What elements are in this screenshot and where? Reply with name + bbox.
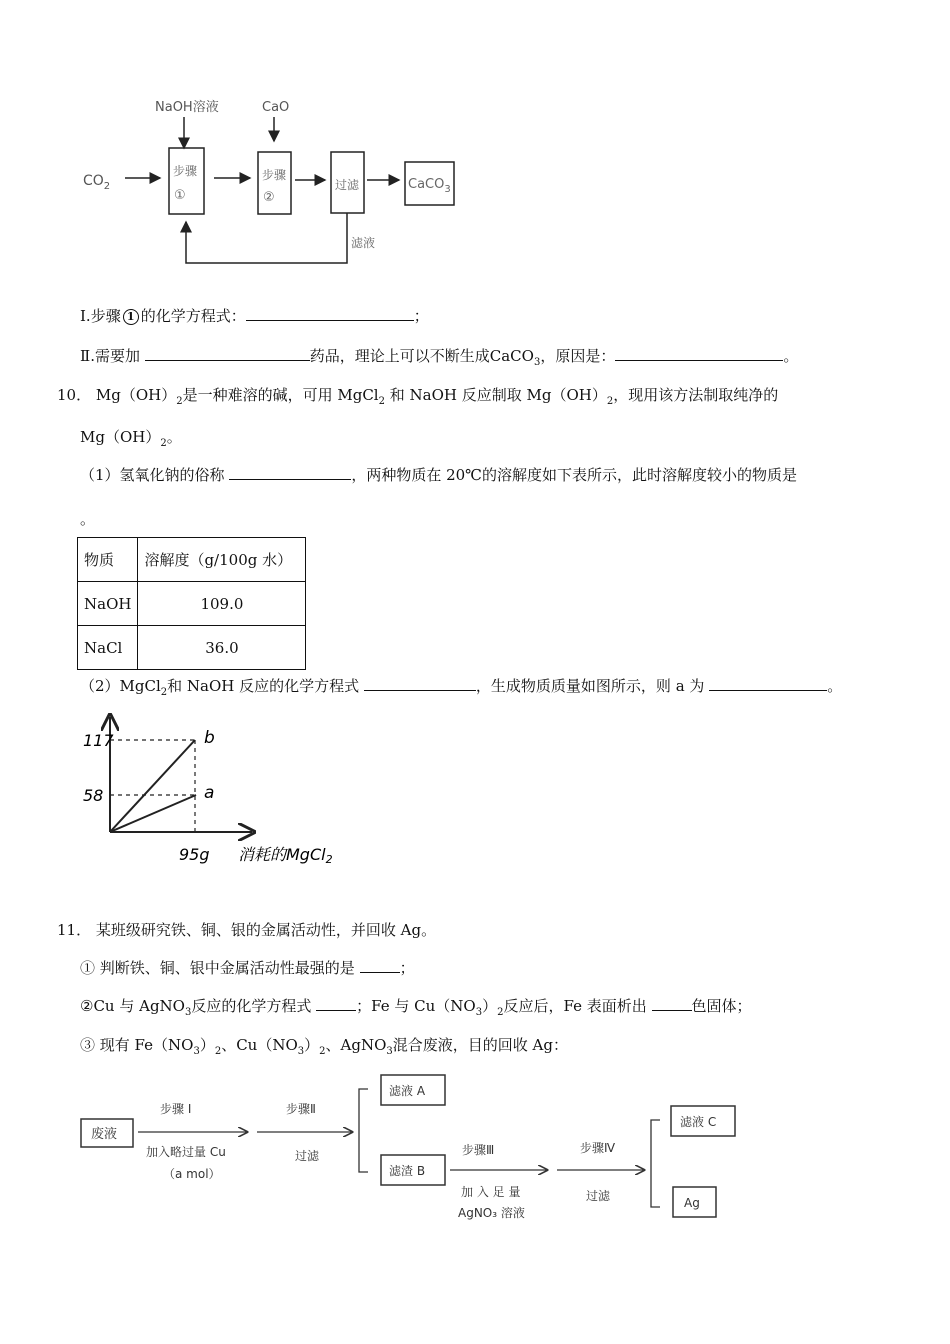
label-b: b <box>204 728 215 748</box>
naoh-label: NaOH溶液 <box>155 100 219 115</box>
step3-reagent-2: AgNO₃ 溶液 <box>458 1206 525 1220</box>
q9-line-1: Ⅰ.步骤 1 的化学方程式： ； <box>80 307 429 325</box>
co2-label: $CO_2$ <box>83 173 111 192</box>
step1-num: ① <box>174 188 186 203</box>
x-tick-95g: 95g <box>179 845 210 864</box>
table-cell: NaCl <box>78 626 138 670</box>
q10-line-2: $Mg(OH)_2$。 <box>80 428 182 449</box>
y-tick-58: 58 <box>83 786 104 805</box>
table-header: 溶解度（g/100g 水） <box>138 538 306 582</box>
step4-op: 过滤 <box>586 1189 611 1203</box>
q10-part-2: （2）MgCl$_2$和 NaOH 反应的化学方程式 ，生成物质质量如图所示，则 a 为 。 <box>80 677 843 698</box>
bracket-split-2 <box>651 1120 660 1207</box>
caco3-label: CaCO$_3$ <box>408 177 451 195</box>
q9-line-2: Ⅱ.需要加 药品，理论上可以不断生成CaCO$_3$，原因是： 。 <box>80 347 799 368</box>
step1-text: 步骤 <box>173 164 198 178</box>
residue-b-label: 滤渣 B <box>389 1164 426 1178</box>
question-number: 10． <box>57 386 92 404</box>
q10-part-1: （1）氢氧化钠的俗称 ，两种物质在 20℃的溶解度如下表所示，此时溶解度较小的物质是 <box>80 466 797 484</box>
q11-sub-3: ③ 现有 $Fe(NO_3)_2$、$Cu(NO_3)_2$、AgNO$_3$混合废液，目的回收 Ag： <box>80 1036 568 1057</box>
circled-one: 1 <box>123 309 139 325</box>
q11-sub-1: ① 判断铁、铜、银中金属活动性最强的是 ； <box>80 959 415 977</box>
q11-sub-2: ②Cu 与 AgNO$_3$反应的化学方程式 ；Fe 与 $Cu(NO_3)_2$反应后，Fe 表面析出 色固体； <box>80 997 752 1018</box>
q10-part-1-end: 。 <box>80 510 96 528</box>
y-tick-117: 117 <box>83 731 114 750</box>
step4-label: 步骤Ⅳ <box>580 1141 616 1155</box>
step3-label: 步骤Ⅲ <box>462 1143 495 1157</box>
step1-label: 步骤 I <box>160 1102 192 1116</box>
step1-reagent: 加入略过量 Cu <box>146 1145 226 1159</box>
table-header: 物质 <box>78 538 138 582</box>
bracket-split-1 <box>359 1089 368 1172</box>
waste-label: 废液 <box>91 1127 118 1142</box>
table-cell: NaOH <box>78 582 138 626</box>
step3-reagent-1: 加 入 足 量 <box>461 1185 521 1199</box>
q10-line-1: 10． $Mg(OH)_2$是一种难溶的碱，可用 MgCl$_2$ 和 NaOH 反应制取 $Mg(OH)_2$，现用该方法制取纯净的 <box>57 386 779 407</box>
filter-text: 过滤 <box>335 178 360 192</box>
filtrate-c-label: 滤液 C <box>680 1115 717 1129</box>
step2-text: 步骤 <box>262 168 287 182</box>
question-number: 11． <box>57 921 92 939</box>
cao-label: CaO <box>262 100 290 115</box>
table-cell: 36.0 <box>138 626 306 670</box>
step2-num: ② <box>263 190 275 205</box>
filtrate-a-label: 滤液 A <box>389 1084 426 1098</box>
label-a: a <box>204 783 215 803</box>
step2-op: 过滤 <box>295 1149 320 1163</box>
q11-intro: 11． 某班级研究铁、铜、银的金属活动性，并回收 Ag。 <box>57 921 437 939</box>
step1-amount: （a mol） <box>163 1167 221 1181</box>
ag-label: Ag <box>684 1196 700 1210</box>
filtrate-label: 滤液 <box>351 236 376 250</box>
table-cell: 109.0 <box>138 582 306 626</box>
x-axis-label: 消耗的MgCl2 <box>238 845 333 866</box>
step2-label: 步骤Ⅱ <box>286 1102 316 1116</box>
